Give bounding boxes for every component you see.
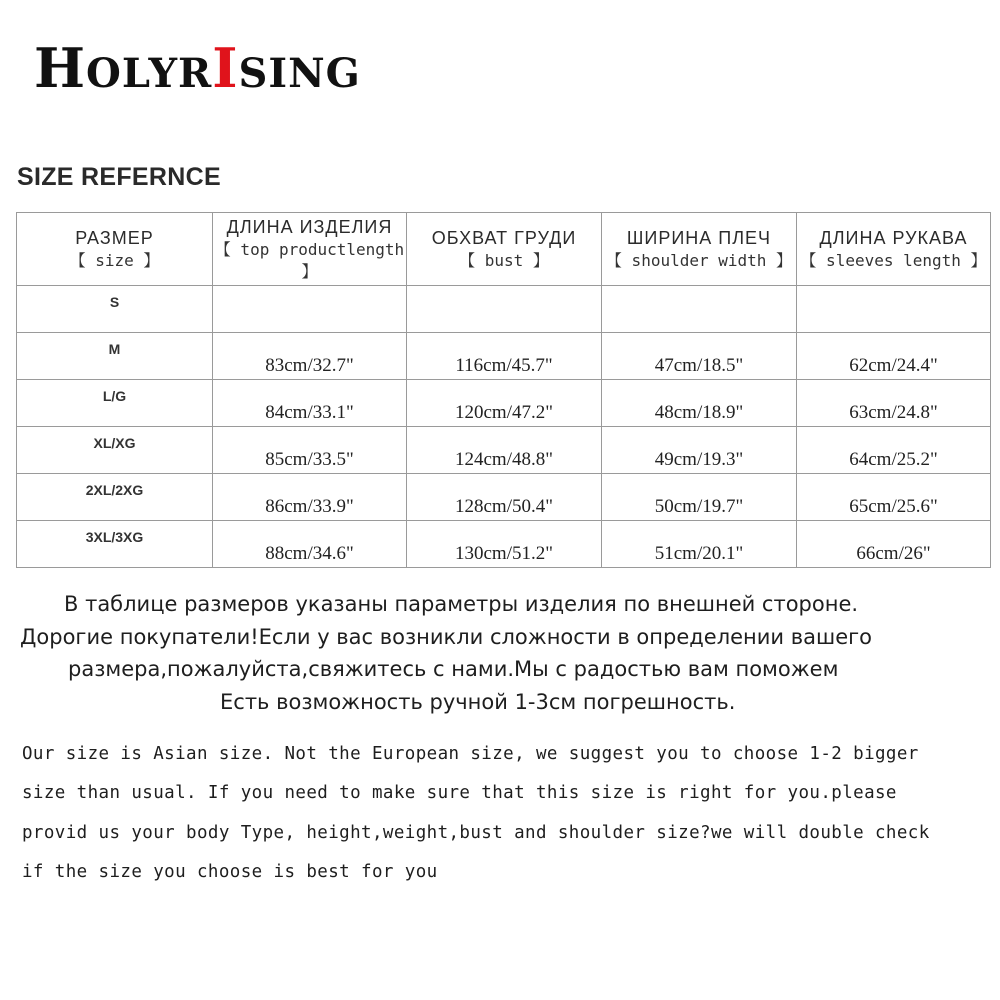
page-title: SIZE REFERNCE <box>17 163 221 191</box>
column-header-en: 【 sleeves length 】 <box>800 251 987 270</box>
russian-note-line: Есть возможность ручной 1-3см погрешность. <box>220 689 736 714</box>
bust-cell: 130cm/51.2" <box>407 521 602 568</box>
column-header-en: 【 bust 】 <box>459 251 549 270</box>
column-header-ru: ДЛИНА РУКАВА <box>819 228 968 248</box>
english-note-line: provid us your body Type, height,weight,bust and shoulder size?we will double check <box>22 822 930 843</box>
column-header-bust <box>407 213 602 286</box>
table-row <box>17 380 991 427</box>
sleeve-cell: 63cm/24.8" <box>797 380 991 427</box>
table-row <box>17 286 991 333</box>
length-cell <box>213 286 407 333</box>
column-header-shoulder <box>602 213 797 286</box>
column-header-length <box>213 213 407 286</box>
logo-letters-sing: SING <box>238 50 361 97</box>
column-header-ru: ОБХВАТ ГРУДИ <box>431 228 577 248</box>
column-header-en: 【 size 】 <box>69 251 160 270</box>
english-note-line: if the size you choose is best for you <box>22 861 438 882</box>
table-row <box>17 474 991 521</box>
shoulder-cell: 50cm/19.7" <box>602 474 797 521</box>
size-cell: M <box>17 333 213 380</box>
table-row <box>17 333 991 380</box>
column-header-size <box>17 213 213 286</box>
sleeve-cell: 64cm/25.2" <box>797 427 991 474</box>
shoulder-cell: 49cm/19.3" <box>602 427 797 474</box>
bust-cell: 128cm/50.4" <box>407 474 602 521</box>
column-header-en: 【 top productlength 】 <box>214 240 405 281</box>
size-table <box>16 212 991 568</box>
sleeve-cell: 65cm/25.6" <box>797 474 991 521</box>
table-row <box>17 427 991 474</box>
bust-cell <box>407 286 602 333</box>
size-cell: XL/XG <box>17 427 213 474</box>
shoulder-cell: 51cm/20.1" <box>602 521 797 568</box>
logo-letter-h: H <box>34 36 87 100</box>
length-cell: 88cm/34.6" <box>213 521 407 568</box>
sleeve-cell <box>797 286 991 333</box>
table-row <box>17 521 991 568</box>
english-note-line: Our size is Asian size. Not the European size, we suggest you to choose 1-2 bigger <box>22 744 919 764</box>
column-header-sleeve <box>797 213 991 286</box>
logo-letters-olyr: OLYR <box>86 50 213 97</box>
size-cell: 3XL/3XG <box>17 521 213 568</box>
shoulder-cell <box>602 286 797 333</box>
english-note-line: size than usual. If you need to make sure that this size is right for you.please <box>22 783 897 804</box>
russian-note-line: размера,пожалуйста,свяжитесь с нами.Мы с радостью вам поможем <box>68 657 839 681</box>
length-cell: 86cm/33.9" <box>213 474 407 521</box>
length-cell: 85cm/33.5" <box>213 427 407 474</box>
russian-note-line: В таблице размеров указаны параметры изделия по внешней стороне. <box>64 592 859 616</box>
brand-logo <box>34 36 361 100</box>
size-cell: S <box>17 286 213 333</box>
length-cell: 84cm/33.1" <box>213 380 407 427</box>
column-header-ru: РАЗМЕР <box>75 228 154 248</box>
bust-cell: 124cm/48.8" <box>407 427 602 474</box>
column-header-ru: ДЛИНА ИЗДЕЛИЯ <box>226 217 393 237</box>
russian-note-line: Дорогие покупатели!Если у вас возникли сложности в определении вашего <box>20 624 873 649</box>
english-note <box>22 735 992 892</box>
bust-cell: 116cm/45.7" <box>407 333 602 380</box>
shoulder-cell: 47cm/18.5" <box>602 333 797 380</box>
sleeve-cell: 62cm/24.4" <box>797 333 991 380</box>
size-cell: L/G <box>17 380 213 427</box>
size-cell: 2XL/2XG <box>17 474 213 521</box>
sleeve-cell: 66cm/26" <box>797 521 991 568</box>
shoulder-cell: 48cm/18.9" <box>602 380 797 427</box>
bust-cell: 120cm/47.2" <box>407 380 602 427</box>
russian-note <box>0 588 1000 718</box>
column-header-ru: ШИРИНА ПЛЕЧ <box>626 228 772 248</box>
table-header-row <box>17 213 991 286</box>
length-cell: 83cm/32.7" <box>213 333 407 380</box>
logo-letter-i: I <box>212 36 239 100</box>
column-header-en: 【 shoulder width 】 <box>605 251 793 270</box>
